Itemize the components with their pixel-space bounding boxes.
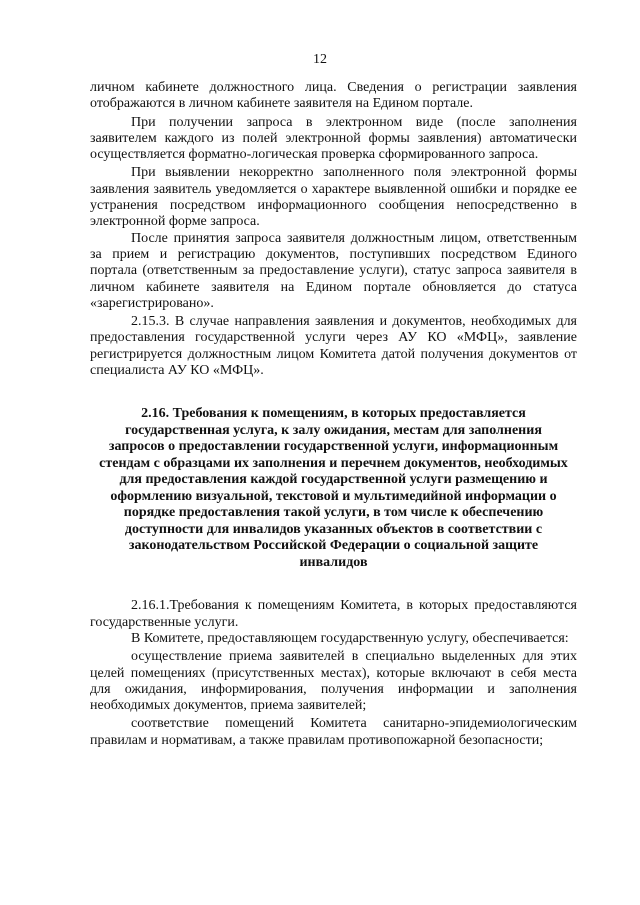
- paragraph: 2.16.1.Требования к помещениям Комитета, в которых предоставляются государственные услуги.: [90, 598, 577, 630]
- paragraph: При выявлении некорректно заполненного поля электронной формы заявления заявитель уведомляется о характере выявленной ошибки и порядке ее устранения посредством информационного сообщения непосредственно в электронной форме запроса.: [90, 165, 577, 230]
- paragraph: соответствие помещений Комитета санитарно-эпидемиологическим правилам и нормативам, а также правилам противопожарной безопасности;: [90, 716, 577, 748]
- paragraph: 2.15.3. В случае направления заявления и документов, необходимых для предоставления государственной услуги через АУ КО «МФЦ», заявление регистрируется должностным лицом Комитета датой получения документов от специалиста АУ КО «МФЦ».: [90, 314, 577, 379]
- paragraph: При получении запроса в электронном виде (после заполнения заявителем каждого из полей электронной формы заявления) автоматически осуществляется форматно-логическая проверка сформированного запроса.: [90, 114, 577, 163]
- page-number: 12: [313, 52, 327, 67]
- section-heading: 2.16. Требования к помещениям, в которых предоставляется государственная услуга, к залу ожидания, местам для заполнения запросов о предоставлении государственной услуги, информационным стендам с образцами их заполнения и перечнем документов, необходимых для предоставления каждой государственной услуги размещению и оформлению визуальной, текстовой и мультимедийной информации о порядке предоставления такой услуги, в том числе к обеспечению доступности для инвалидов указанных объектов в соответствии с законодательством Российской Федерации о социальной защите инвалидов: [99, 406, 568, 570]
- paragraph: личном кабинете должностного лица. Сведения о регистрации заявления отображаются в личном кабинете заявителя на Едином портале.: [90, 80, 577, 112]
- document-body: [90, 80, 577, 749]
- paragraph: В Комитете, предоставляющем государственную услугу, обеспечивается:: [131, 630, 569, 646]
- paragraph: После принятия запроса заявителя должностным лицом, ответственным за прием и регистрацию документов, поступивших посредством Единого портала (ответственным за предоставление услуги), статус запроса заявителя в личном кабинете заявителя на Едином портале обновляется до статуса «зарегистрировано».: [90, 230, 577, 311]
- paragraph: осуществление приема заявителей в специально выделенных для этих целей помещениях (присутственных местах), которые включают в себя места для ожидания, информирования, получения информации и заполнения необходимых документов, приема заявителей;: [90, 649, 577, 714]
